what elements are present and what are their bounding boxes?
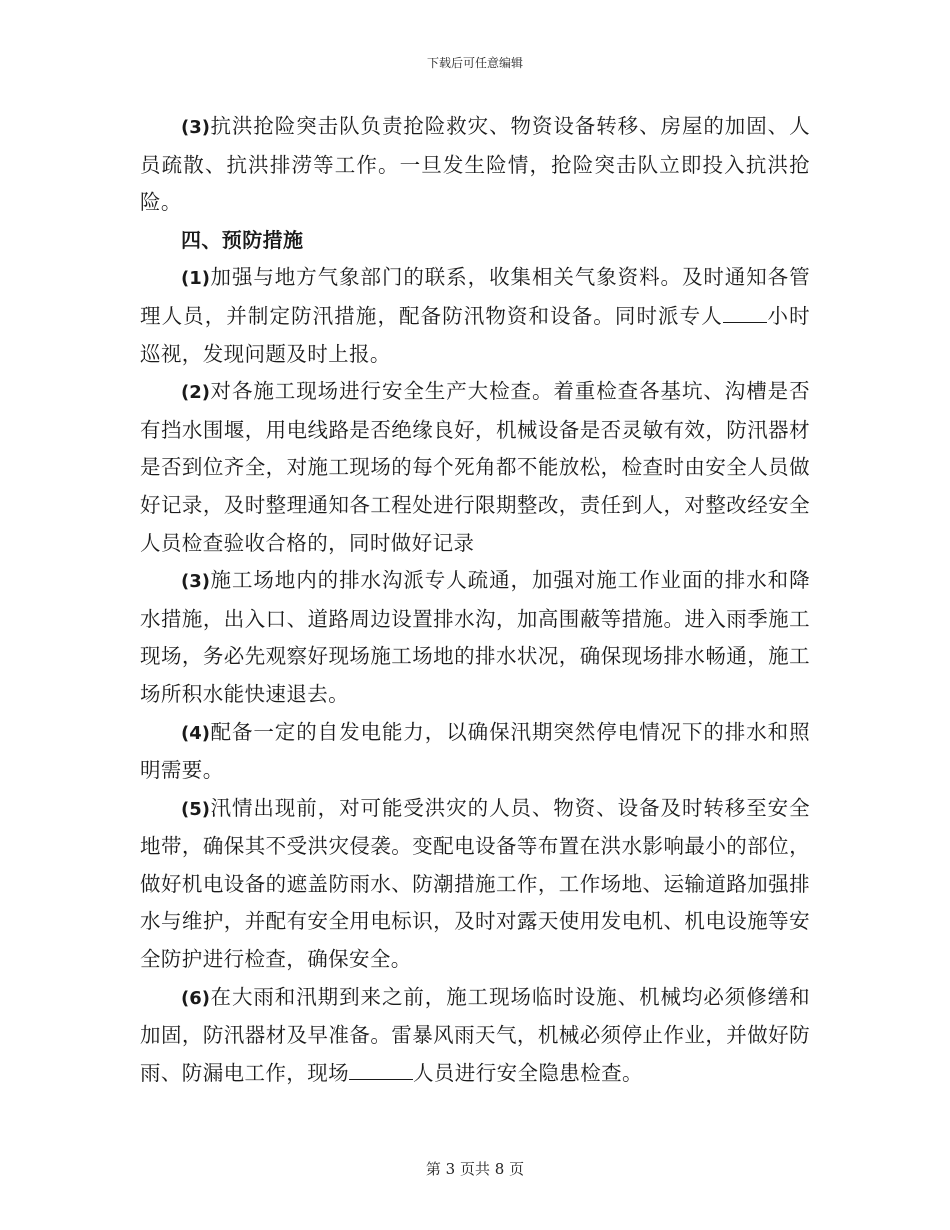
paragraph-text: 汛情出现前，对可能受洪灾的人员、物资、设备及时转移至安全地带，确保其不受洪灾侵袭。变配电设备等布置在洪水影响最小的部位，做好机电设备的遮盖防雨水、防潮措施工作，工作场地、运输道路加强排水与维护，并配有安全用电标识，及时对露天使用发电机、机电设施等安全防护进行检查，确保安全。: [140, 795, 810, 972]
item-number: (3): [181, 571, 210, 593]
item-number: (2): [181, 382, 210, 404]
item-number: (4): [181, 722, 210, 744]
item-number: (3): [181, 117, 210, 138]
paragraph-text: 加强与地方气象部门的联系，收集相关气象资料。及时通知各管理人员，并制定防汛措施，配备防汛物资和设备。同时派专人: [140, 265, 810, 328]
item-number: (5): [181, 798, 210, 820]
page-header: 下载后可任意编辑: [426, 56, 523, 70]
paragraph-text: 小时巡视，发现问题及时上报。: [140, 303, 810, 366]
paragraph-2-safety-inspection: [140, 373, 810, 562]
paragraph-text: 施工场地内的排水沟派专人疏通，加强对施工作业面的排水和降水措施，出入口、道路周边设置排水沟，加高围蔽等措施。进入雨季施工现场，务必先观察好现场施工场地的排水状况，确保现场排水畅通，施工场所积水能快速退去。: [140, 568, 810, 706]
paragraph-3-emergency-team: [140, 108, 810, 222]
paragraph-5-evacuation: [140, 790, 810, 979]
paragraph-6-reinforcement: [140, 979, 810, 1093]
paragraph-4-power-generation: [140, 714, 810, 790]
paragraph-text: 对各施工现场进行安全生产大检查。着重检查各基坑、沟槽是否有挡水围堰，用电线路是否绝缘良好，机械设备是否灵敏有效，防汛器材是否到位齐全，对施工现场的每个死角都不能放松，检查时由安全人员做好记录，及时整理通知各工程处进行限期整改，责任到人，对整改经安全人员检查验收合格的，同时做好记录: [140, 379, 810, 555]
item-number: (1): [181, 268, 210, 290]
page-footer: 第 3 页共 8 页: [425, 1160, 525, 1178]
paragraph-text: 配备一定的自发电能力，以确保汛期突然停电情况下的排水和照明需要。: [140, 719, 810, 783]
paragraph-1-weather-liaison: [140, 259, 810, 373]
paragraph-text: 人员进行安全隐患检查。: [413, 1060, 643, 1085]
section-heading: 四、预防措施: [181, 227, 304, 252]
paragraph-3-drainage: [140, 562, 810, 713]
paragraph-text: 抗洪抢险突击队负责抢险救灾、物资设备转移、房屋的加固、人员疏散、抗洪排涝等工作。一旦发生险情，抢险突击队立即投入抗洪抢险。: [140, 114, 810, 215]
fill-in-blank: [723, 304, 767, 323]
document-body: [140, 108, 810, 1092]
item-number: (6): [181, 987, 210, 1009]
fill-in-blank: [349, 1061, 413, 1080]
paragraph-text: 在大雨和汛期到来之前，施工现场临时设施、机械均必须修缮和加固，防汛器材及早准备。雷暴风雨天气，机械必须停止作业，并做好防雨、防漏电工作，现场: [140, 984, 810, 1085]
